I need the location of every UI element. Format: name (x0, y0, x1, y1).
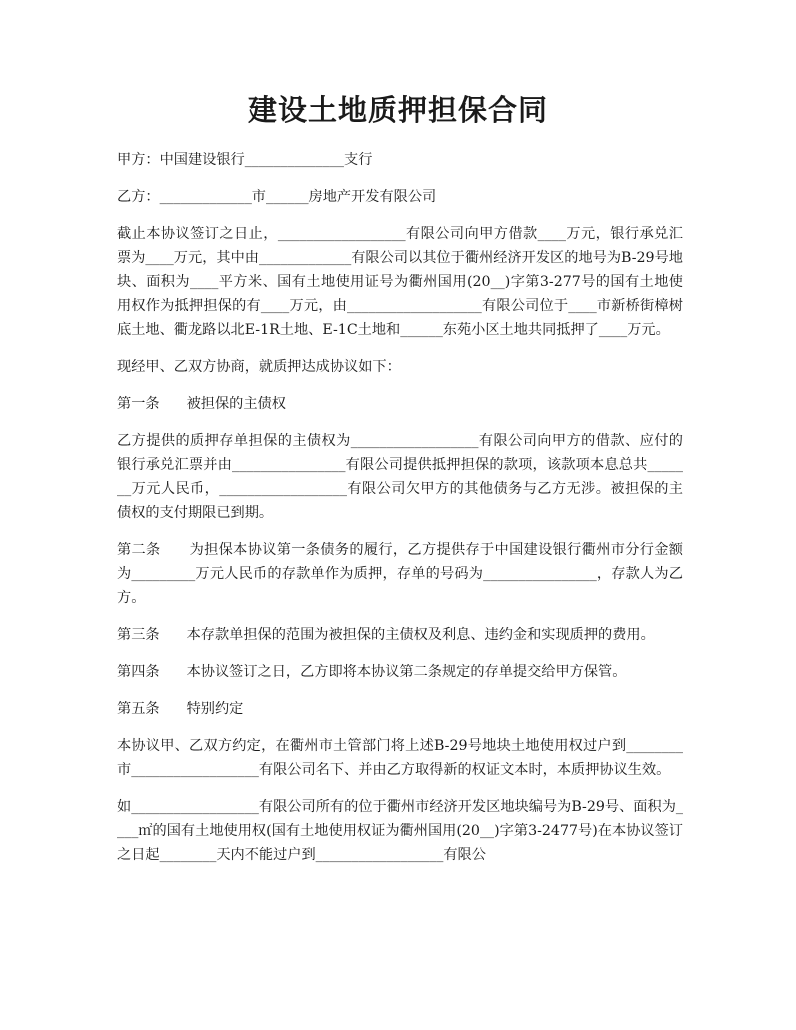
article-5-body-1: 本协议甲、乙双方约定，在衢州市土管部门将上述B-29号地块土地使用权过户到________市__________________有限公司名下、并由乙方取得新的权证文本时，本质押协议生效。 (117, 738, 683, 778)
article-3: 第三条 本存款单担保的范围为被担保的主债权及利息、违约金和实现质押的费用。 (117, 627, 655, 643)
article-1-body: 乙方提供的质押存单担保的主债权为__________________有限公司向甲方的借款、应付的银行承兑汇票并由________________有限公司提供抵押担保的款项，该款项本息总共_______万元人民币，__________________有限公司欠甲方的其他债务与乙方无涉。被担保的主债权的支付期限已到期。 (117, 433, 683, 521)
article-4: 第四条 本协议签订之日，乙方即将本协议第二条规定的存单提交给甲方保管。 (117, 664, 627, 680)
agreement-intro: 现经甲、乙双方协商，就质押达成协议如下： (117, 359, 401, 375)
party-b-line: 乙方：_____________市______房地产开发有限公司 (117, 189, 437, 205)
article-1-heading: 第一条 被担保的主债权 (117, 396, 286, 412)
article-2: 第二条 为担保本协议第一条债务的履行，乙方提供存于中国建设银行衢州市分行金额为_________万元人民币的存款单作为质押，存单的号码为________________，存款人为乙方。 (117, 542, 683, 606)
article-5-heading: 第五条 特别约定 (117, 701, 244, 717)
article-5-body-2: 如__________________有限公司所有的位于衢州市经济开发区地块编号为B-29号、面积为____㎡的国有土地使用权(国有土地使用权证为衢州国用(20__)字第3-2477号)在本协议签订之日起________天内不能过户到__________________有限公 (117, 799, 683, 863)
document-body (117, 148, 683, 880)
background-paragraph: 截止本协议签订之日止，__________________有限公司向甲方借款____万元，银行承兑汇票为____万元，其中由_____________有限公司以其位于衢州经济开发区的地号为B-29号地块、面积为____平方米、国有土地使用证号为衢州国用(20__)字第3-277号的国有土地使用权作为抵押担保的有____万元，由___________________有限公司位于____市新桥街樟树底土地、衢龙路以北E-1R土地、E-1C土地和______东苑小区土地共同抵押了____万元。 (117, 226, 683, 338)
document-title: 建设土地质押担保合同 (247, 93, 548, 127)
party-a-line: 甲方：中国建设银行______________支行 (117, 152, 373, 168)
